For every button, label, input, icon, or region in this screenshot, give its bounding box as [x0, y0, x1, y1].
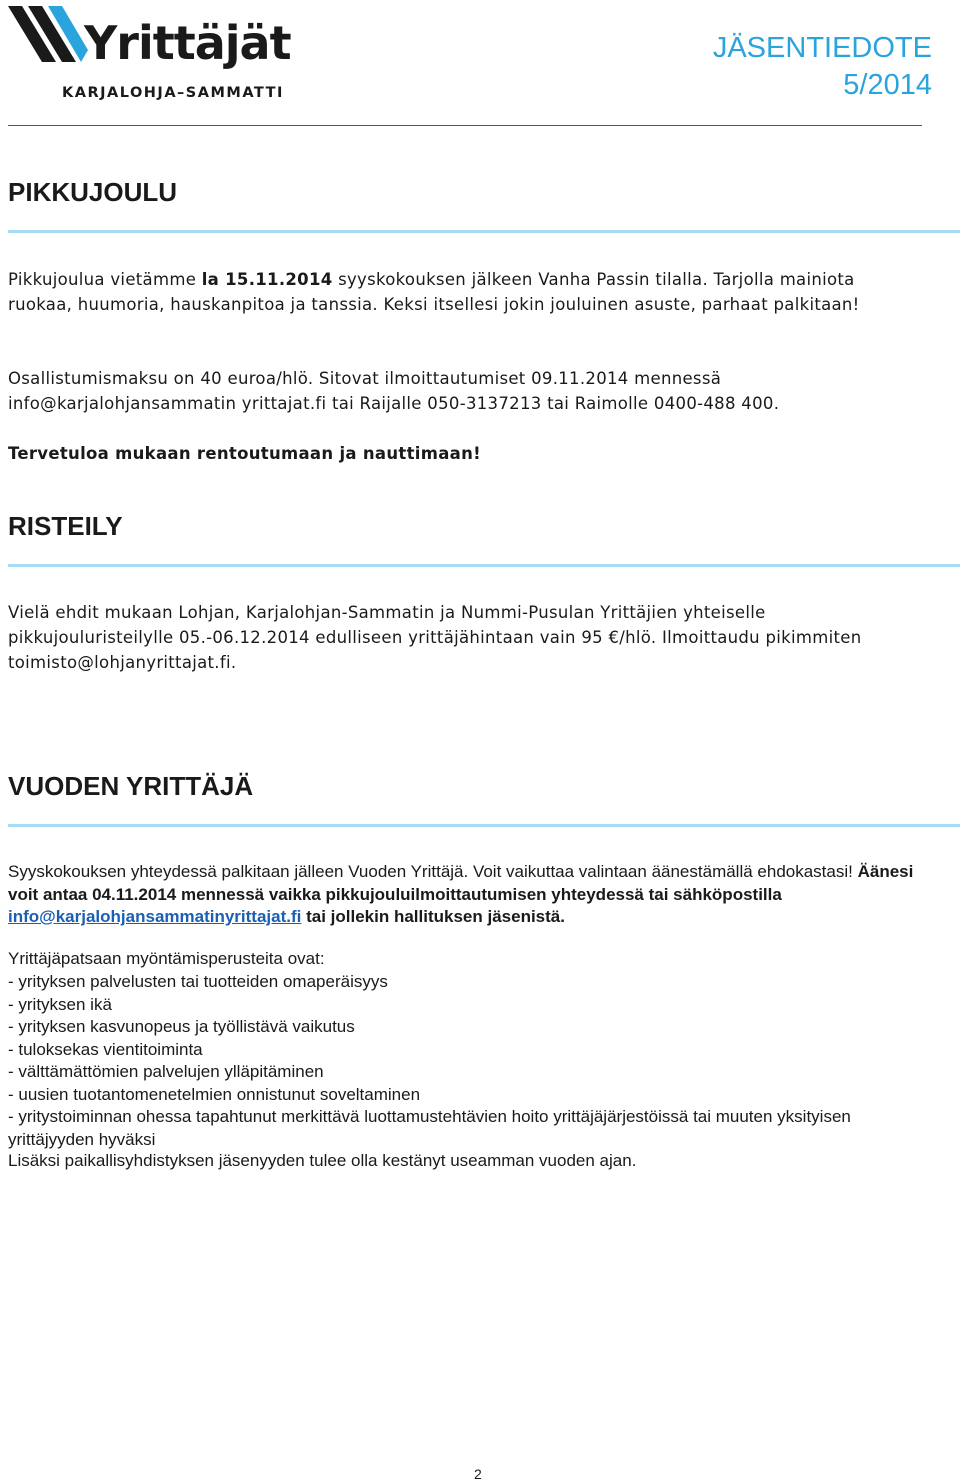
newsletter-issue: 5/2014	[843, 69, 932, 101]
logo-subtitle: KARJALOHJA–SAMMATTI	[62, 85, 284, 101]
pikkujoulu-text-cont: syyskokouksen jälkeen Vanha Passin tilalla. Tarjolla mainiota ruokaa, huumoria, hauskanpitoa ja tanssia. Keksi itsellesi jokin jouluinen asuste, parhaat palkitaan!	[8, 270, 860, 314]
logo-stripes-icon	[8, 6, 88, 76]
vuoden-yrittaja-voting-text: Äänesi voit antaa 04.11.2014 mennessä vaikka pikkujouluilmoittautumisen yhteydessä tai sähköpostilla	[8, 862, 914, 904]
page-number: 2	[474, 1466, 482, 1482]
section-underline	[8, 824, 960, 827]
email-link[interactable]: info@karjalohjansammatinyrittajat.fi	[8, 907, 302, 926]
list-item: - yrityksen kasvunopeus ja työllistävä vaikutus	[8, 1017, 355, 1036]
section-heading-risteily: RISTEILY	[8, 511, 123, 541]
section-heading-vuoden-yrittaja: VUODEN YRITTÄJÄ	[8, 771, 254, 801]
list-item: - yrityksen ikä	[8, 994, 112, 1014]
yrittajat-logo	[8, 4, 308, 104]
vuoden-yrittaja-voting-text-end: tai jollekin hallituksen jäsenistä.	[301, 907, 565, 926]
pikkujoulu-text: Pikkujoulua vietämme	[8, 270, 202, 289]
newsletter-header	[713, 30, 932, 104]
list-item: - uusien tuotantomenetelmien onnistunut soveltaminen	[8, 1084, 421, 1104]
pikkujoulu-paragraph-2: Osallistumismaksu on 40 euroa/hlö. Sitovat ilmoittautumiset 09.11.2014 mennessä info@karjalohjansammatin yrittajat.fi tai Raijalle 050-3137213 tai Raimolle 0400-488 400.	[8, 369, 780, 413]
list-item: - yritystoiminnan ohessa tapahtunut merkittävä luottamustehtävien hoito yrittäjäjärjestöissä tai muuten yksityisen yrittäjyyden hyväksi	[8, 1107, 851, 1149]
vuoden-yrittaja-text: Syyskokouksen yhteydessä palkitaan jälleen Vuoden Yrittäjä. Voit vaikuttaa valintaan äänestämällä ehdokastasi!	[8, 862, 858, 881]
section-underline	[8, 564, 960, 567]
criteria-list	[8, 971, 908, 1151]
newsletter-title: JÄSENTIEDOTE	[712, 32, 932, 64]
risteily-paragraph: Vielä ehdit mukaan Lohjan, Karjalohjan-Sammatin ja Nummi-Pusulan Yrittäjien yhteiselle pikkujouluristeilylle 05.-06.12.2014 edulliseen yrittäjähintaan vain 95 €/hlö. Ilmoittaudu pikimmiten toimisto@lohjanyrittajat.fi.	[8, 603, 862, 672]
pikkujoulu-welcome: Tervetuloa mukaan rentoutumaan ja nauttimaan!	[8, 444, 481, 463]
section-underline	[8, 230, 960, 233]
header-divider	[8, 125, 922, 126]
pikkujoulu-date: la 15.11.2014	[201, 270, 333, 289]
list-item: - yrityksen palvelusten tai tuotteiden omaperäisyys	[8, 972, 388, 991]
list-item: - välttämättömien palvelujen ylläpitäminen	[8, 1062, 324, 1081]
vuoden-yrittaja-paragraph	[8, 861, 948, 929]
criteria-intro: Yrittäjäpatsaan myöntämisperusteita ovat:	[8, 949, 325, 968]
section-heading-pikkujoulu: PIKKUJOULU	[8, 177, 178, 207]
logo-wordmark: Yrittäjät	[84, 16, 291, 70]
closing-text: Lisäksi paikallisyhdistyksen jäsenyyden tulee olla kestänyt useamman vuoden ajan.	[8, 1151, 637, 1170]
pikkujoulu-paragraph-1	[8, 267, 908, 317]
list-item: - tuloksekas vientitoiminta	[8, 1039, 203, 1059]
